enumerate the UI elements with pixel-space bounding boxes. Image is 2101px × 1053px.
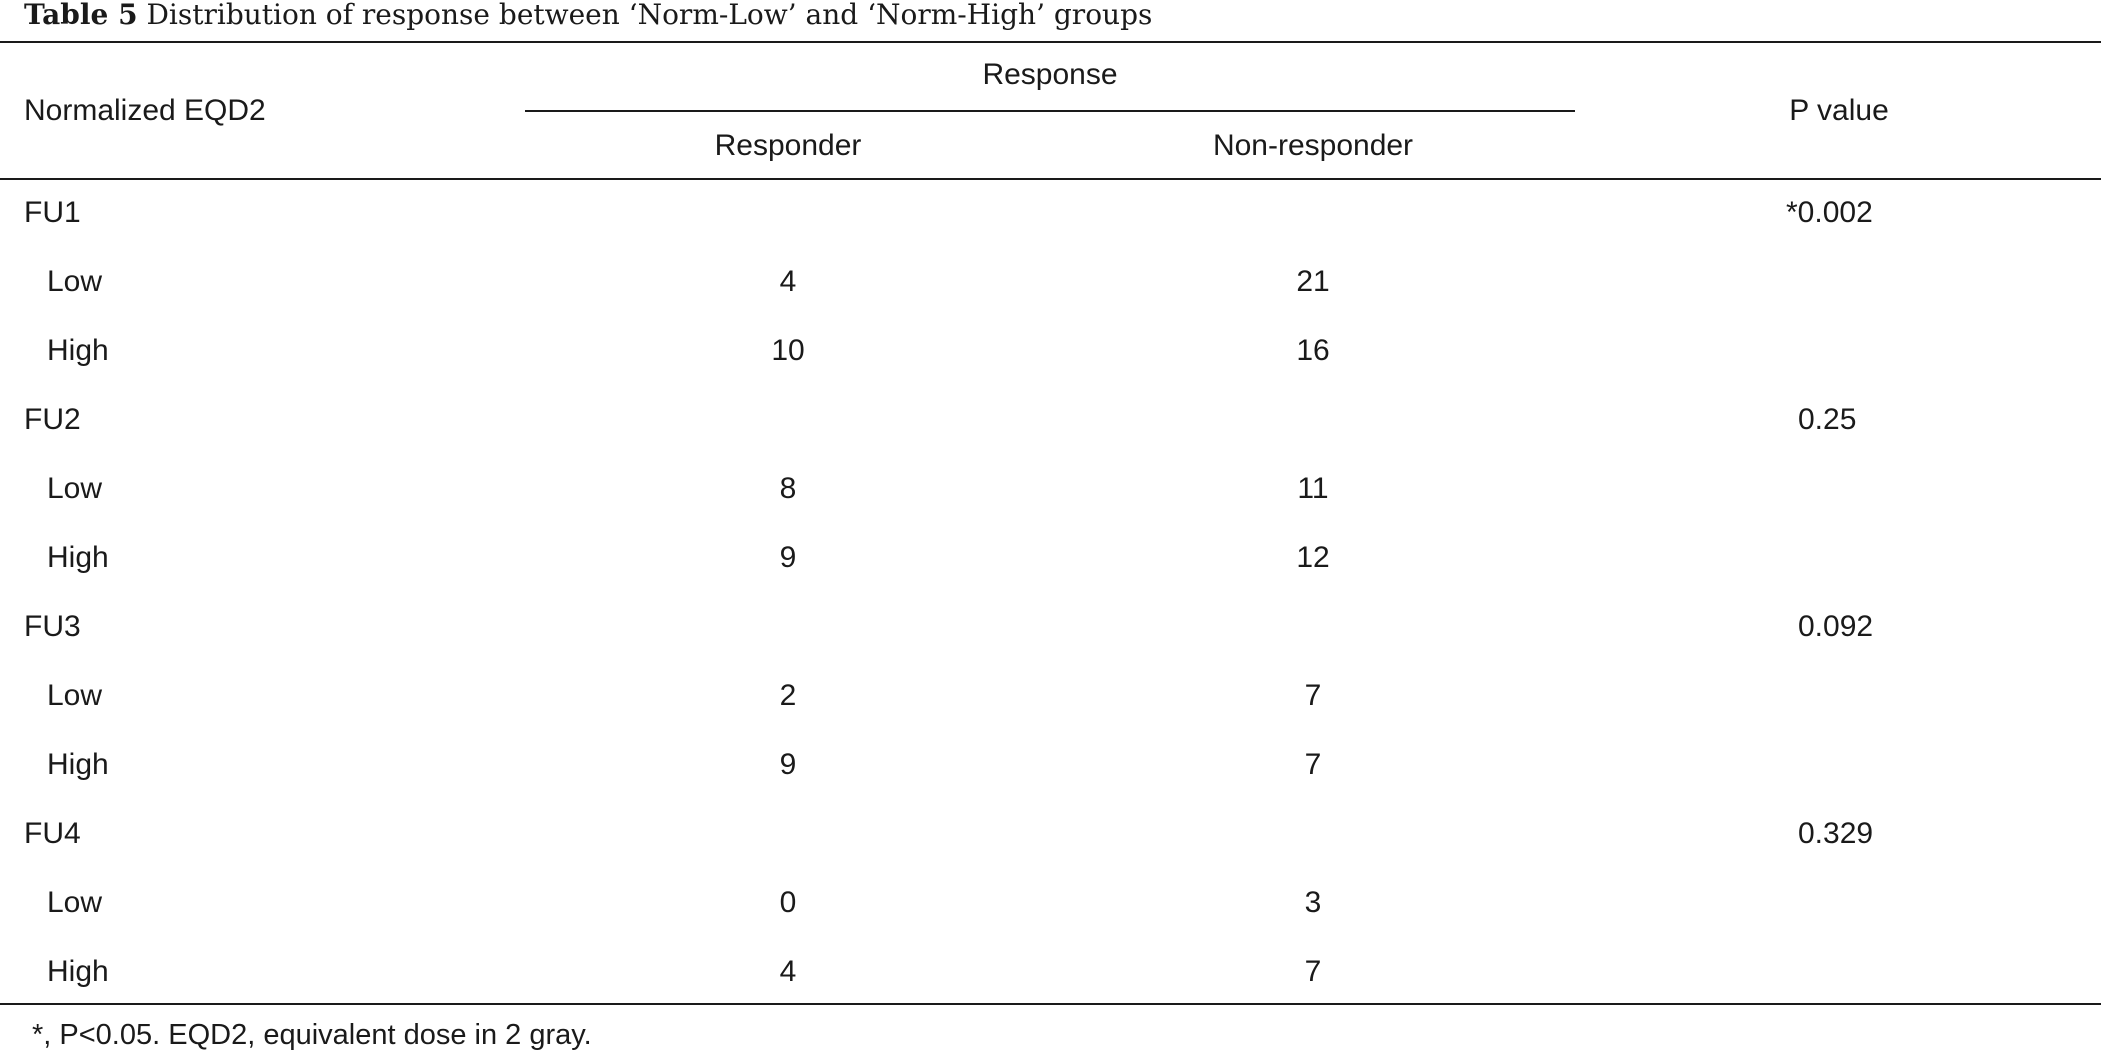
responder-cell: 4 — [779, 265, 797, 298]
table-row — [0, 249, 2101, 318]
header-p-value: P value — [1789, 94, 1889, 127]
responder-cell: 0 — [779, 886, 797, 919]
p-value-cell: 0.329 — [1798, 817, 1874, 850]
row-label: Low — [47, 679, 103, 712]
non-responder-cell: 12 — [1296, 541, 1330, 574]
p-value-cell: *0.002 — [1786, 196, 1873, 229]
header-normalized-eqd2: Normalized EQD2 — [24, 94, 266, 127]
table-row — [0, 801, 2101, 870]
row-label: FU3 — [24, 610, 81, 643]
row-label: Low — [47, 472, 103, 505]
table-number: Table 5 — [24, 0, 138, 31]
row-label: Low — [47, 886, 103, 919]
header-responder: Responder — [714, 129, 862, 162]
table-row — [0, 387, 2101, 456]
responder-cell: 9 — [779, 541, 797, 574]
non-responder-cell: 3 — [1304, 886, 1322, 919]
row-label: Low — [47, 265, 103, 298]
responder-cell: 4 — [779, 955, 797, 988]
row-label: High — [47, 955, 109, 988]
responder-cell: 10 — [771, 334, 805, 367]
p-value-cell: 0.092 — [1798, 610, 1874, 643]
table-row — [0, 939, 2101, 1008]
row-label: FU4 — [24, 817, 81, 850]
non-responder-cell: 7 — [1304, 679, 1322, 712]
response-span-rule — [525, 110, 1575, 112]
table-caption — [24, 0, 1152, 40]
header-response-group: Response — [982, 58, 1118, 91]
non-responder-cell: 21 — [1296, 265, 1330, 298]
non-responder-cell: 11 — [1297, 472, 1329, 505]
responder-cell: 9 — [779, 748, 797, 781]
table-title: Distribution of response between ‘Norm-Low’ and ‘Norm-High’ groups — [146, 0, 1153, 31]
header-non-responder: Non-responder — [1212, 129, 1414, 162]
table-row — [0, 456, 2101, 525]
table-row — [0, 732, 2101, 801]
bottom-rule — [0, 1003, 2101, 1005]
responder-cell: 2 — [779, 679, 797, 712]
responder-cell: 8 — [779, 472, 797, 505]
top-rule — [0, 41, 2101, 43]
row-label: High — [47, 541, 109, 574]
row-label: High — [47, 748, 109, 781]
table-row — [0, 318, 2101, 387]
non-responder-cell: 7 — [1304, 748, 1322, 781]
table-row — [0, 663, 2101, 732]
table-row — [0, 180, 2101, 249]
table-footnote: *, P<0.05. EQD2, equivalent dose in 2 gray. — [32, 1019, 592, 1051]
non-responder-cell: 16 — [1296, 334, 1330, 367]
row-label: FU2 — [24, 403, 81, 436]
row-label: High — [47, 334, 109, 367]
non-responder-cell: 7 — [1304, 955, 1322, 988]
p-value-cell: 0.25 — [1798, 403, 1857, 436]
table-row — [0, 525, 2101, 594]
table-row — [0, 594, 2101, 663]
table-row — [0, 870, 2101, 939]
row-label: FU1 — [24, 196, 81, 229]
